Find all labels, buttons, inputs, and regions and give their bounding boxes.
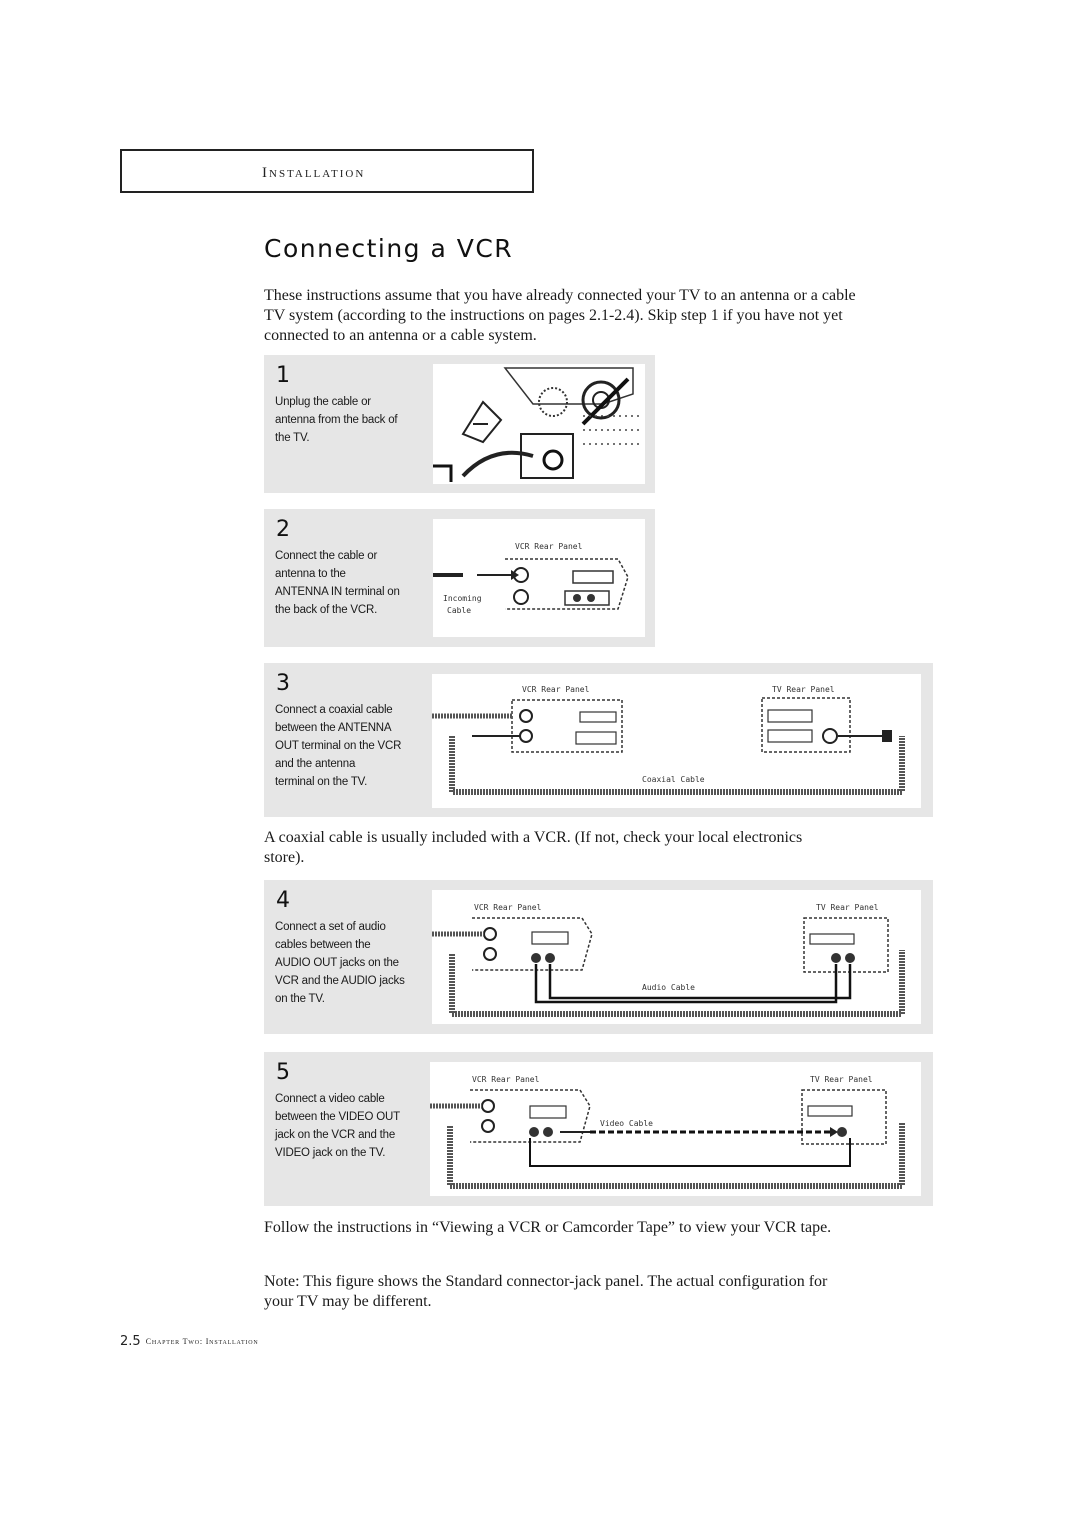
step-3-line: OUT terminal on the VCR [275, 740, 402, 752]
vcr-to-tv-audio-illustration [432, 890, 921, 1024]
figure-label-tv-rear-panel: TV Rear Panel [810, 1075, 873, 1084]
step-5-line: jack on the VCR and the [275, 1129, 396, 1141]
coax-note-line-1: A coaxial cable is usually included with a VCR. (If not, check your local electronics [264, 829, 803, 846]
figure-label-vcr-rear-panel: VCR Rear Panel [515, 542, 583, 551]
step-4-line: VCR and the AUDIO jacks [275, 975, 405, 987]
figure-label-tv-rear-panel: TV Rear Panel [816, 903, 879, 912]
figure-label-vcr-rear-panel: VCR Rear Panel [474, 903, 542, 912]
follow-instructions-text: Follow the instructions in “Viewing a VCR or Camcorder Tape” to view your VCR tape. [264, 1219, 832, 1236]
page-number: 2.5 [120, 1334, 141, 1349]
section-label: Installation [262, 165, 366, 181]
step-2-figure [433, 519, 645, 637]
intro-line-3: connected to an antenna or a cable system. [264, 327, 537, 344]
step-4-line: on the TV. [275, 993, 325, 1005]
figure-label-tv-rear-panel: TV Rear Panel [772, 685, 835, 694]
vcr-to-tv-coax-illustration [432, 674, 921, 808]
step-2-line: the back of the VCR. [275, 604, 378, 616]
step-3-line: between the ANTENNA [275, 722, 392, 734]
vcr-antenna-in-illustration [433, 519, 645, 637]
step-3-text [275, 701, 425, 791]
step-2-number: 2 [276, 517, 290, 542]
tv-back-unplug-illustration [433, 364, 645, 484]
section-header-box [120, 149, 534, 193]
figure-label-coaxial-cable: Coaxial Cable [642, 775, 705, 784]
step-4-line: Connect a set of audio [275, 921, 386, 933]
step-4-line: AUDIO OUT jacks on the [275, 957, 399, 969]
step-3-figure [432, 674, 921, 808]
coax-note-line-2: store). [264, 849, 305, 866]
step-3-panel [264, 663, 933, 817]
step-2-text [275, 547, 425, 619]
figure-label-cable: Cable [447, 606, 472, 615]
step-4-text [275, 918, 425, 1008]
figure-label-audio-cable: Audio Cable [642, 983, 695, 992]
step-3-line: and the antenna [275, 758, 356, 770]
step-1-figure [433, 364, 645, 484]
step-1-line: Unplug the cable or [275, 396, 371, 408]
step-1-line: antenna from the back of [275, 414, 398, 426]
step-3-line: terminal on the TV. [275, 776, 368, 788]
step-4-figure [432, 890, 921, 1024]
footer-chapter-title: Chapter Two: Installation [145, 1337, 259, 1346]
note-line-1: Note: This figure shows the Standard connector-jack panel. The actual configuration for [264, 1273, 828, 1290]
step-1-number: 1 [276, 363, 290, 388]
step-2-line: Connect the cable or [275, 550, 378, 562]
figure-label-video-cable: Video Cable [600, 1119, 653, 1128]
step-1-panel [264, 355, 655, 493]
step-1-text [275, 393, 425, 447]
step-5-text [275, 1090, 425, 1162]
step-3-number: 3 [276, 671, 290, 696]
step-5-line: Connect a video cable [275, 1093, 385, 1105]
page-footer [120, 1334, 259, 1349]
page-title: Connecting a VCR [264, 234, 514, 263]
step-4-line: cables between the [275, 939, 371, 951]
step-5-line: between the VIDEO OUT [275, 1111, 400, 1123]
step-4-panel [264, 880, 933, 1034]
step-2-panel [264, 509, 655, 647]
figure-label-vcr-rear-panel: VCR Rear Panel [522, 685, 590, 694]
vcr-to-tv-video-illustration [430, 1062, 921, 1196]
step-5-line: VIDEO jack on the TV. [275, 1147, 386, 1159]
figure-label-vcr-rear-panel: VCR Rear Panel [472, 1075, 540, 1084]
step-5-panel [264, 1052, 933, 1206]
step-4-number: 4 [276, 888, 290, 913]
step-2-line: ANTENNA IN terminal on [275, 586, 400, 598]
step-5-figure [430, 1062, 921, 1196]
step-2-line: antenna to the [275, 568, 346, 580]
figure-label-incoming: Incoming [443, 594, 482, 603]
step-3-line: Connect a coaxial cable [275, 704, 393, 716]
intro-line-1: These instructions assume that you have already connected your TV to an antenna or a cable [264, 287, 856, 304]
step-5-number: 5 [276, 1060, 290, 1085]
note-line-2: your TV may be different. [264, 1293, 432, 1310]
step-1-line: the TV. [275, 432, 310, 444]
intro-line-2: TV system (according to the instructions on pages 2.1-2.4). Skip step 1 if you have not yet [264, 307, 843, 324]
